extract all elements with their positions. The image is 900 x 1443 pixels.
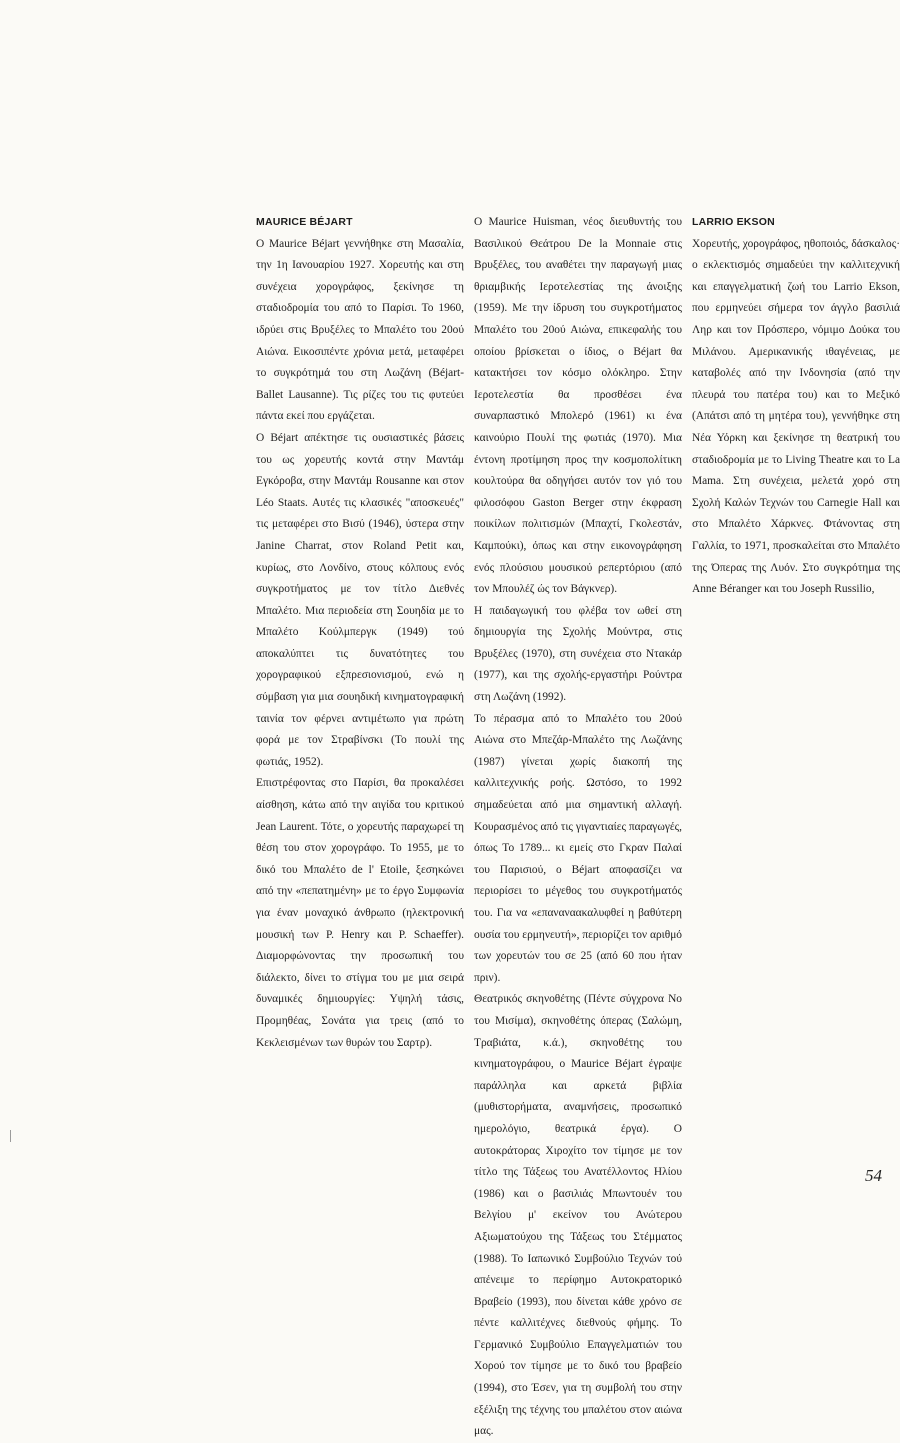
margin-mark	[10, 1130, 11, 1142]
paragraph: Θεατρικός σκηνοθέτης (Πέντε σύγχρονα Νο του Μισίμα), σκηνοθέτης όπερας (Σαλώμη, Τραβιάτα, κ.ά.), σκηνοθέτης του κινηματογράφου, ο Maurice Béjart έγραψε παράλληλα και αρκετά βιβλία (μυθιστορήματα, αναμνήσεις, προσωπικό ημερολόγιο, θεατρικά έργα). Ο αυτοκράτορας Χιροχίτο τον τίμησε με τον τίτλο της Τάξεως του Ανατέλλοντος Ηλίου (1986) και ο βασιλιάς Μπωντουέν του Βελγίου μ' εκείνον του Ανώτερου Αξιωματούχου της Τάξεως του Στέμματος (1988). Το Ιαπωνικό Συμβούλιο Τεχνών τού απένειμε το περίφημο Αυτοκρατορικό Βραβείο (1993), που δίνεται κάθε χρόνο σε πέντε καλλιτέχνες διεθνούς φήμης. Το Γερμανικό Συμβούλιο Επαγγελματιών του Χορού τον τίμησε με το δικό του βραβείο (1994), στο Έσεν, για τη συμβολή του στην εξέλιξη της τέχνης του μπαλέτου στον αιώνα μας.	[474, 993, 682, 1438]
paragraph: Χορευτής, χορογράφος, ηθοποιός, δάσκαλος· ο εκλεκτισμός σημαδεύει την καλλιτεχνική και επαγγελματική ζωή του Larrio Ekson, που ερμηνεύει σήμερα τον άγγλο βασιλιά Ληρ και τον Πρόσπερο, νόμιμο Δούκα του Μιλάνου. Αμερικανικής ιθαγένειας, με καταβολές από την Ινδονησία (από την πλευρά του πατέρα του) και το Μεξικό (Απάτσι από τη μητέρα του), γεννήθηκε στη Νέα Υόρκη και ξεκίνησε τη θεατρική του σταδιοδρομία με το Living Theatre και το La Mama. Στη συνέχεια, μελετά χορό στη Σχολή Καλών Τεχνών του Carnegie Hall και στο Μπαλέτο Χάρκνες. Φτάνοντας στη Γαλλία, το 1971, προσκαλείται στο Μπαλέτο της Όπερας της Λυόν. Στο συγκρότημα της Anne Béranger και του Joseph Russilio,	[692, 237, 900, 596]
text-column-1	[256, 212, 464, 1054]
section-heading-bejart: MAURICE BÉJART	[256, 216, 353, 228]
paragraph: Ο Maurice Huisman, νέος διευθυντής του Βασιλικού Θεάτρου De la Monnaie στις Βρυξέλες, του αναθέτει την παραγωγή μιας θριαμβικής Ιεροτελεστίας της άνοιξης (1959). Με την ίδρυση του συγκροτήματος Μπαλέτο του 20ού Αιώνα, επικεφαλής του οποίου βρίσκεται ο ίδιος, ο Béjart θα κατακτήσει τον κόσμο ολόκληρο. Στην Ιεροτελεστία θα προσθέσει ένα συναρπαστικό Μπολερό (1961) κι ένα καινούριο Πουλί της φωτιάς (1970). Μια έντονη προτίμηση προς την κοσμοπολίτικη κουλτούρα θα οδηγήσει αυτόν τον γιό του φιλοσόφου Gaston Berger στην έκφραση ποικίλων πολιτισμών (Μπαχτί, Γκολεστάν, Καμπούκι), όπως και στην εικονογράφηση ενός πλούσιου μουσικού ρεπερτόριου (από τον Μπουλέζ ώς τον Βάγκνερ).	[474, 216, 682, 596]
paragraph: Το πέρασμα από το Μπαλέτο του 20ού Αιώνα στο Μπεζάρ-Μπαλέτο της Λωζάνης (1987) γίνεται χωρίς διακοπή της καλλιτεχνικής ροής. Ωστόσο, το 1992 σημαδεύεται από μια σημαντική αλλαγή. Κουρασμένος από τις γιγαντιαίες παραγωγές, όπως Το 1789... κι εμείς στο Γκραν Παλαί του Παρισιού, ο Béjart αποφασίζει να περιορίσει το μέγεθος του συγκροτήματός του. Για να «επαναναακαλυφθεί η βαθύτερη ουσία του ερμηνευτή», περιορίζει τον αριθμό των χορευτών του σε 25 (από 60 που ήταν πριν).	[474, 712, 682, 984]
paragraph: Επιστρέφοντας στο Παρίσι, θα προκαλέσει αίσθηση, κάτω από την αιγίδα του κριτικού Jean Laurent. Τότε, ο χορευτής παραχωρεί τη θέση του στον χορογράφο. Το 1955, με το δικό του Μπαλέτο de l' Etoile, ξεσηκώνει από την «πεπατημένη» με το έργο Συμφωνία για έναν μοναχικό άνθρωπο (ηλεκτρονική μουσική των P. Henry και P. Schaeffer). Διαμορφώνοντας την προσωπική του διάλεκτο, δίνει το στίγμα του με μια σειρά δυναμικές δημιουργίες: Υψηλή τάσις, Προμηθέας, Σονάτα για τρεις (από το Κεκλεισμένων των θυρών του Σαρτρ).	[256, 777, 464, 1049]
text-column-3	[692, 212, 900, 601]
section-heading-ekson: LARRIO EKSON	[692, 216, 775, 228]
paragraph: Η παιδαγωγική του φλέβα τον ωθεί στη δημιουργία της Σχολής Μούντρα, στις Βρυξέλες (1970), στη συνέχεια στο Ντακάρ (1977), και της σχολής-εργαστήρι Ρούντρα στη Λωζάνη (1992).	[474, 604, 682, 704]
paragraph: Ο Maurice Béjart γεννήθηκε στη Μασαλία, την 1η Ιανουαρίου 1927. Χορευτής και στη συνέχεια χορογράφος, ξεκίνησε τη σταδιοδρομία του από το Παρίσι. Το 1960, ιδρύει στις Βρυξέλες το Μπαλέτο του 20ού Αιώνα. Εικοσιπέντε χρόνια μετά, μεταφέρει το συγκρότημά του στη Λωζάνη (Béjart-Ballet Lausanne). Τις ρίζες του τις φυτεύει πάντα εκεί που εργάζεται.	[256, 237, 464, 423]
page-number: 54	[865, 1166, 882, 1185]
paragraph: Ο Béjart απέκτησε τις ουσιαστικές βάσεις του ως χορευτής κοντά στην Μαντάμ Εγκόροβα, στην Μαντάμ Rousanne και στον Léo Staats. Αυτές τις κλασικές "αποσκευές" τις μεταφέρει στο Βισύ (1946), ύστερα στην Janine Charrat, στον Roland Petit και, κυρίως, στο Λονδίνο, στους κόλπους ενός συγκροτήματος με τον τίτλο Διεθνές Μπαλέτο. Μια περιοδεία στη Σουηδία με το Μπαλέτο Κούλμπεργκ (1949) τού αποκαλύπτει τις δυνατότητες του χορογραφικού εξπρεσιονισμού, ενώ η σύμβαση για μια σουηδική κινηματογραφική ταινία τον φέρνει αντιμέτωπο για πρώτη φορά με τον Στραβίνσκι (Το πουλί της φωτιάς, 1952).	[256, 431, 464, 768]
text-column-2	[474, 212, 682, 1443]
